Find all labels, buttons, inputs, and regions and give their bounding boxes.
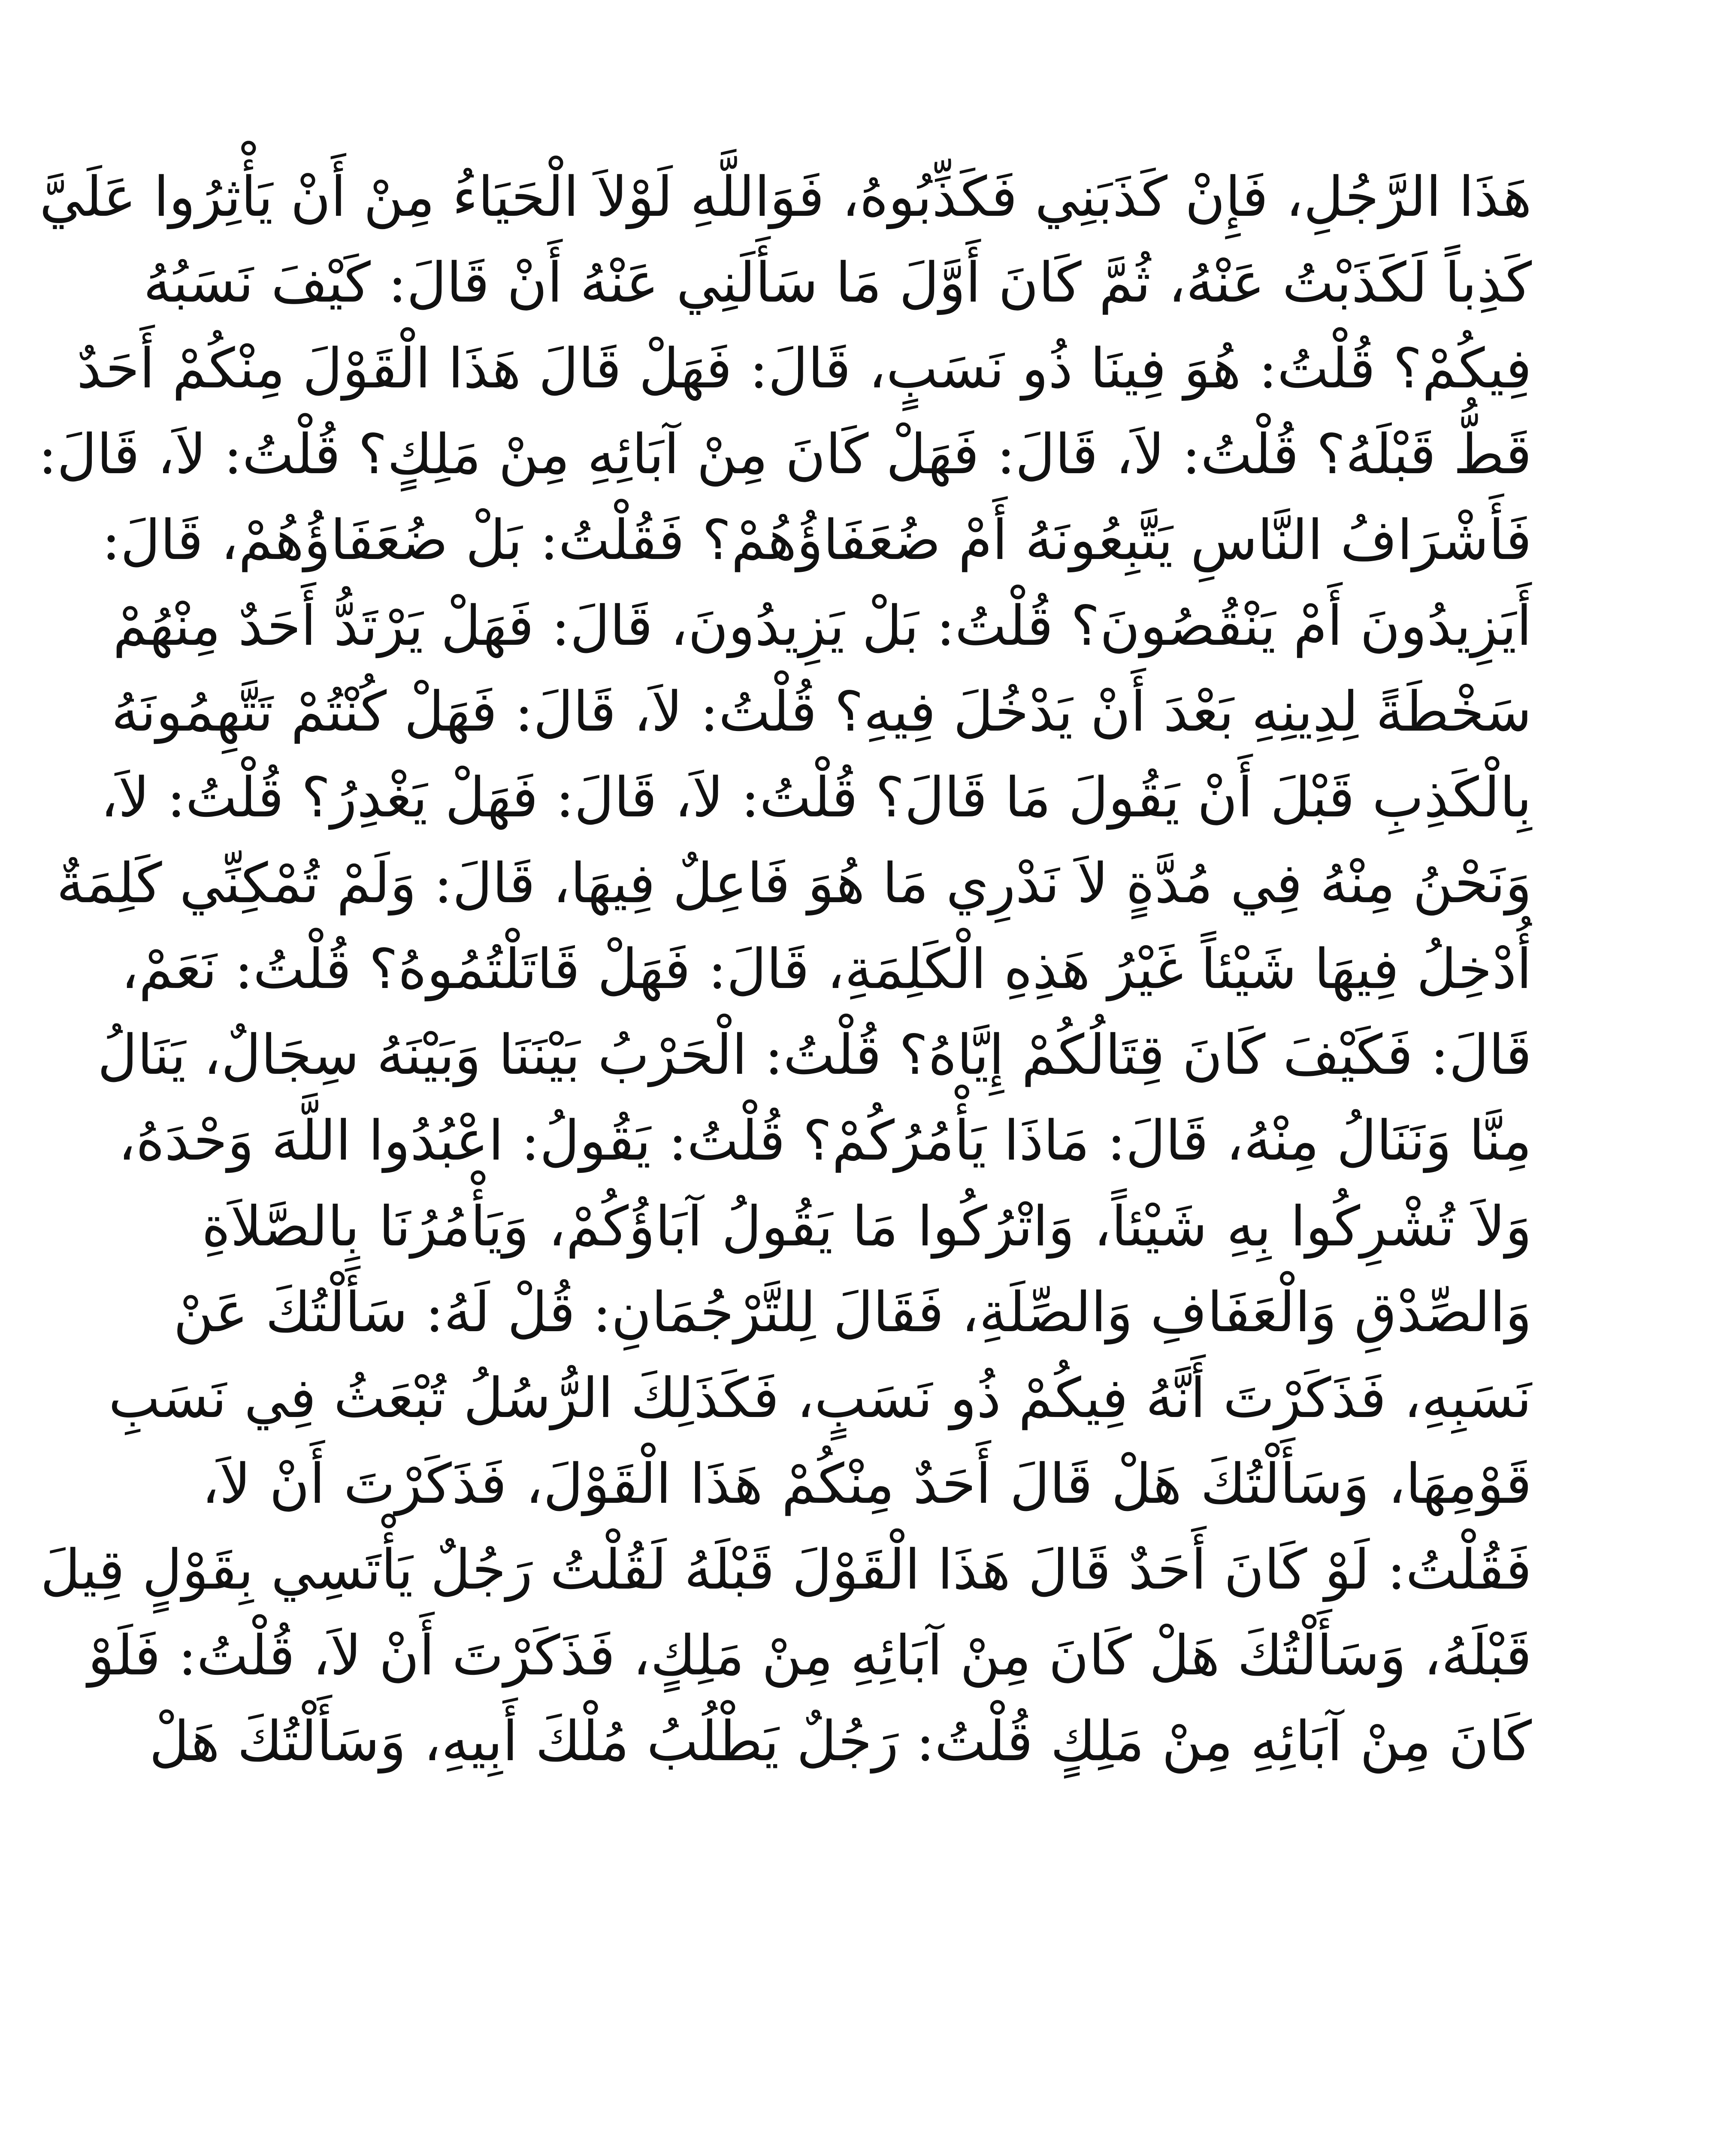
text-line: وَلاَ تُشْرِكُوا بِهِ شَيْئاً، وَاتْرُكُوا مَا يَقُولُ آبَاؤُكُمْ، وَيَأْمُرُنَا بِالصَّلاَةِ [202, 1195, 1532, 1259]
text-line: وَنَحْنُ مِنْهُ فِي مُدَّةٍ لاَ نَدْرِي مَا هُوَ فَاعِلٌ فِيهَا، قَالَ: وَلَمْ تُمْكِنِّي كَلِمَةٌ [56, 852, 1532, 915]
text-line: كَذِباً لَكَذَبْتُ عَنْهُ، ثُمَّ كَانَ أَوَّلَ مَا سَأَلَنِي عَنْهُ أَنْ قَالَ: كَيْفَ نَسَبُهُ [143, 251, 1532, 315]
text-line: كَانَ مِنْ آبَائِهِ مِنْ مَلِكٍ قُلْتُ: رَجُلٌ يَطْلُبُ مُلْكَ أَبِيهِ، وَسَأَلْتُكَ هَلْ [149, 1710, 1532, 1773]
text-line: فِيكُمْ؟ قُلْتُ: هُوَ فِينَا ذُو نَسَبٍ، قَالَ: فَهَلْ قَالَ هَذَا الْقَوْلَ مِنْكُمْ أَحَدٌ [76, 337, 1532, 401]
text-line: فَأَشْرَافُ النَّاسِ يَتَّبِعُونَهُ أَمْ ضُعَفَاؤُهُمْ؟ فَقُلْتُ: بَلْ ضُعَفَاؤُهُمْ، قَالَ: [102, 508, 1532, 572]
text-line: قَوْمِهَا، وَسَأَلْتُكَ هَلْ قَالَ أَحَدٌ مِنْكُمْ هَذَا الْقَوْلَ، فَذَكَرْتَ أَنْ لاَ، [202, 1452, 1532, 1516]
text-line: وَالصِّدْقِ وَالْعَفَافِ وَالصِّلَةِ، فَقَالَ لِلتَّرْجُمَانِ: قُلْ لَهُ: سَأَلْتُكَ عَنْ [173, 1281, 1532, 1344]
text-line: أَيَزِيدُونَ أَمْ يَنْقُصُونَ؟ قُلْتُ: بَلْ يَزِيدُونَ، قَالَ: فَهَلْ يَرْتَدُّ أَحَدٌ مِنْهُمْ [112, 594, 1532, 658]
text-line: مِنَّا وَنَنَالُ مِنْهُ، قَالَ: مَاذَا يَأْمُرُكُمْ؟ قُلْتُ: يَقُولُ: اعْبُدُوا اللَّهَ وَحْدَهُ، [118, 1109, 1532, 1173]
text-line: أُدْخِلُ فِيهَا شَيْئاً غَيْرُ هَذِهِ الْكَلِمَةِ، قَالَ: فَهَلْ قَاتَلْتُمُوهُ؟ قُلْتُ: نَعَمْ، [121, 937, 1532, 1001]
text-line: سَخْطَةً لِدِينِهِ بَعْدَ أَنْ يَدْخُلَ فِيهِ؟ قُلْتُ: لاَ، قَالَ: فَهَلْ كُنْتُمْ تَتَّهِمُونَهُ [111, 680, 1532, 744]
text-line: قَالَ: فَكَيْفَ كَانَ قِتَالُكُمْ إِيَّاهُ؟ قُلْتُ: الْحَرْبُ بَيْنَنَا وَبَيْنَهُ سِجَالٌ، يَنَالُ [97, 1023, 1532, 1087]
text-line: قَطُّ قَبْلَهُ؟ قُلْتُ: لاَ، قَالَ: فَهَلْ كَانَ مِنْ آبَائِهِ مِنْ مَلِكٍ؟ قُلْتُ: لاَ، قَالَ: [38, 423, 1532, 486]
text-line: بِالْكَذِبِ قَبْلَ أَنْ يَقُولَ مَا قَالَ؟ قُلْتُ: لاَ، قَالَ: فَهَلْ يَغْدِرُ؟ قُلْتُ: لاَ، [100, 766, 1532, 830]
body-text [38, 154, 1532, 1785]
text-line: قَبْلَهُ، وَسَأَلْتُكَ هَلْ كَانَ مِنْ آبَائِهِ مِنْ مَلِكٍ، فَذَكَرْتَ أَنْ لاَ، قُلْتُ: فَلَوْ [88, 1624, 1532, 1688]
text-line: نَسَبِهِ، فَذَكَرْتَ أَنَّهُ فِيكُمْ ذُو نَسَبٍ، فَكَذَلِكَ الرُّسُلُ تُبْعَثُ فِي نَسَبِ [108, 1366, 1532, 1430]
text-line: هَذَا الرَّجُلِ، فَإِنْ كَذَبَنِي فَكَذِّبُوهُ، فَوَاللَّهِ لَوْلاَ الْحَيَاءُ مِنْ أَنْ يَأْثِرُوا عَلَيَّ [39, 165, 1532, 229]
text-line: فَقُلْتُ: لَوْ كَانَ أَحَدٌ قَالَ هَذَا الْقَوْلَ قَبْلَهُ لَقُلْتُ رَجُلٌ يَأْتَسِي بِقَوْلٍ قِيلَ [40, 1538, 1532, 1602]
